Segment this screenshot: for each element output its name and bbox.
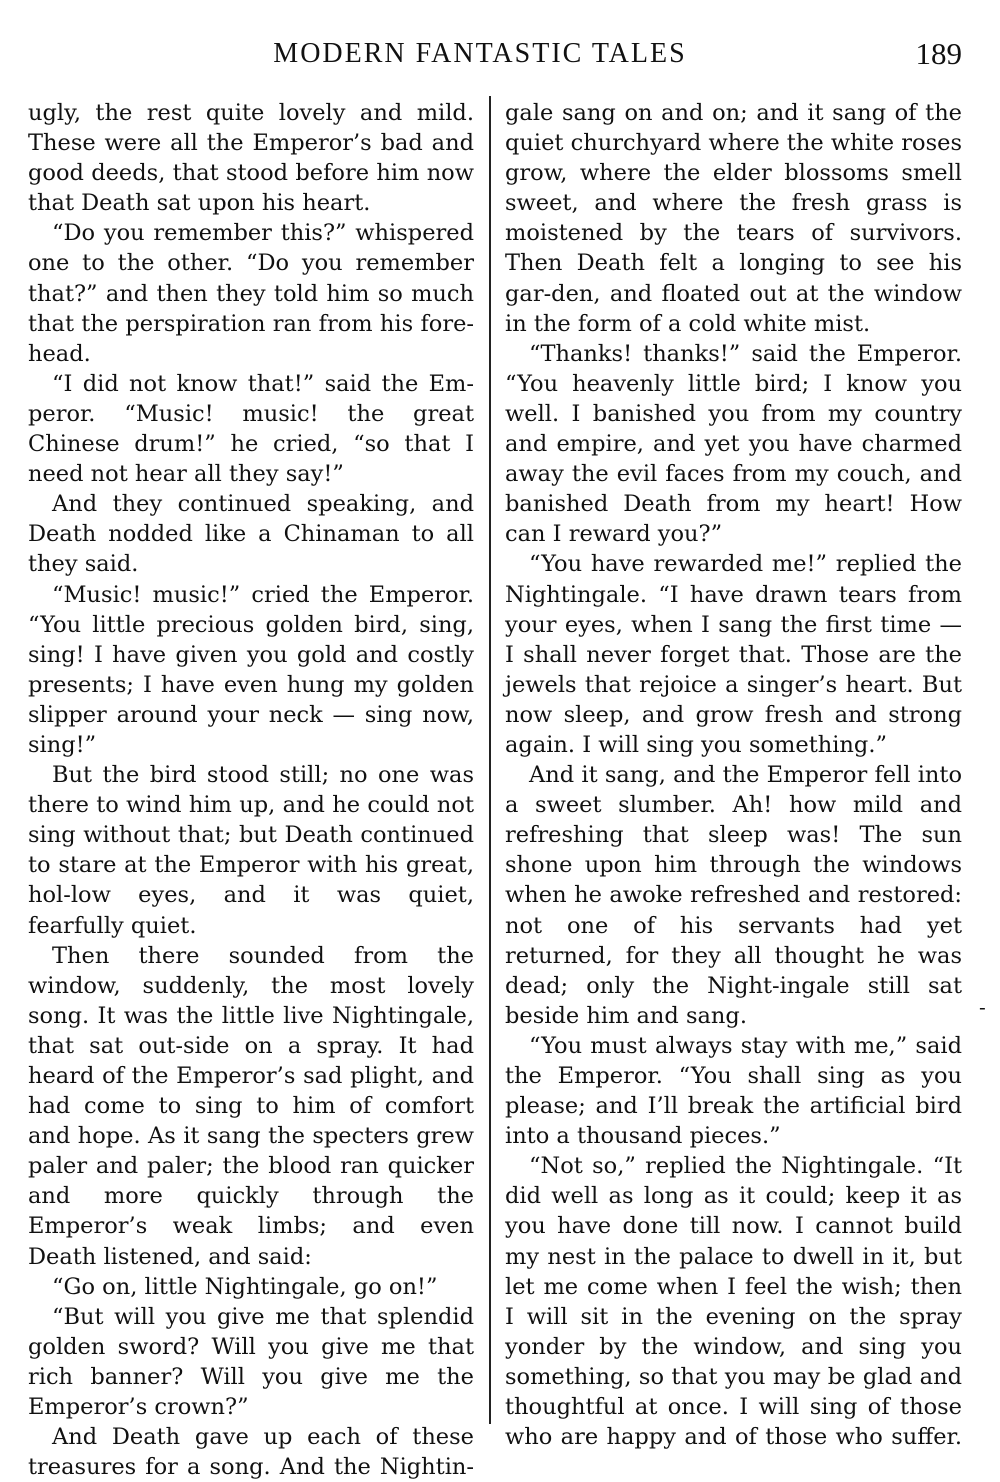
column-divider [489, 96, 491, 1424]
paragraph: And Death gave up each of these treasures for a song. And the Nightin- [28, 1424, 474, 1481]
right-column [505, 98, 962, 1452]
paragraph: And it sang, and the Emperor fell into a sweet slumber. Ah! how mild and refreshing that sleep was! The sun shone upon him through the windows when he awoke refreshed and restored: not one of his servants had yet returned, for they all thought he was dead; only the Night-ingale still sat beside him and sang. [505, 762, 962, 1029]
paragraph: gale sang on and on; and it sang of the quiet churchyard where the white roses grow, where the elder blossoms smell sweet, and where the fresh grass is moistened by the tears of survivors. Then Death felt a longing to see his gar-den, and floated out at the window in the form of a cold white mist. [505, 100, 962, 337]
paragraph: “Music! music!” cried the Emperor. “You little precious golden bird, sing, sing! I have given you gold and costly presents; I have even hung my golden slipper around your neck — sing now, sing!” [28, 581, 474, 758]
paragraph: ugly, the rest quite lovely and mild. These were all the Emperor’s bad and good deeds, that stood before him now that Death sat upon his heart. [28, 100, 474, 217]
paragraph: “You have rewarded me!” replied the Nightingale. “I have drawn tears from your eyes, when I sang the first time — I shall never forget that. Those are the jewels that rejoice a singer’s heart. But now sleep, and grow fresh and strong again. I will sing you something.” [505, 551, 962, 758]
page-number: 189 [915, 36, 962, 71]
left-column [28, 98, 474, 1482]
running-title: MODERN FANTASTIC TALES [273, 38, 687, 69]
paragraph: “Thanks! thanks!” said the Emperor. “You heavenly little bird; I know you well. I banished you from my country and empire, and yet you have charmed away the evil faces from my couch, and banished Death from my heart! How can I reward you?” [505, 340, 962, 548]
paragraph: “But will you give me that splendid golden sword? Will you give me that rich banner? Will you give me the Emperor’s crown?” [28, 1303, 474, 1421]
paragraph: “Go on, little Nightingale, go on!” [52, 1273, 438, 1300]
paragraph: “Do you remember this?” whispered one to the other. “Do you remember that?” and then they told him so much that the perspiration ran from his fore-head. [28, 220, 474, 367]
paragraph: “Not so,” replied the Nightingale. “It did well as long as it could; keep it as you have done till now. I cannot build my nest in the palace to dwell in it, but let me come when I feel the wish; then I will sit in the evening on the spray yonder by the window, and sing you something, so that you may be glad and thoughtful at once. I will sing of those who are happy and of those who suffer. [505, 1153, 962, 1451]
paragraph: “I did not know that!” said the Em-peror. “Music! music! the great Chinese drum!” he cried, “so that I need not hear all they say!” [28, 370, 474, 488]
running-header [0, 32, 1000, 72]
margin-mark: - [979, 995, 986, 1019]
paragraph: “You must always stay with me,” said the Emperor. “You shall sing as you please; and I’ll break the artificial bird into a thousand pieces.” [505, 1032, 962, 1150]
paragraph: And they continued speaking, and Death nodded like a Chinaman to all they said. [28, 491, 474, 578]
paragraph: But the bird stood still; no one was there to wind him up, and he could not sing without that; but Death continued to stare at the Emperor with his great, hol-low eyes, and it was quiet, fearfully quiet. [28, 762, 474, 939]
paragraph: Then there sounded from the window, suddenly, the most lovely song. It was the little live Nightingale, that sat out-side on a spray. It had heard of the Emperor’s sad plight, and had come to sing to him of comfort and hope. As it sang the specters grew paler and paler; the blood ran quicker and more quickly through the Emperor’s weak limbs; and even Death listened, and said: [28, 942, 474, 1270]
